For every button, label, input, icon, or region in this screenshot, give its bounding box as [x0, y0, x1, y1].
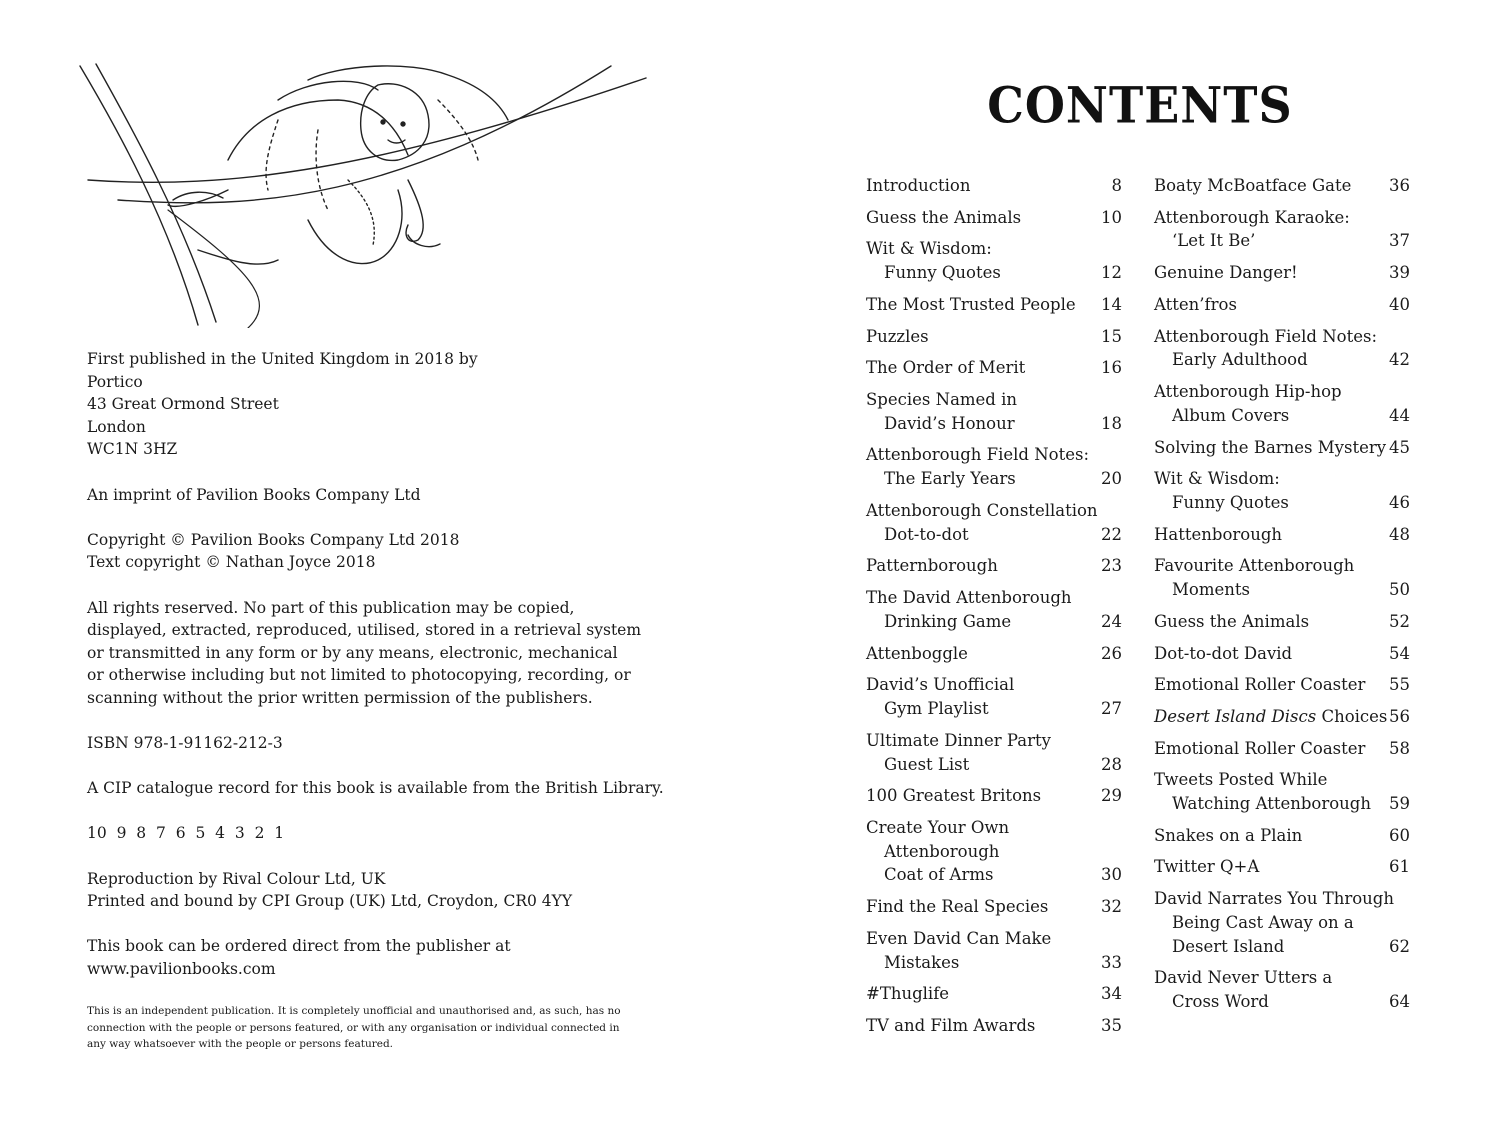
toc-entry-title: Atten’fros — [1154, 294, 1237, 314]
toc-entry-title: Genuine Danger! — [1154, 263, 1298, 283]
toc-entry-title: Dot-to-dot — [884, 524, 969, 544]
toc-entry[interactable] — [1154, 174, 1410, 198]
toc-page-number: 23 — [1101, 556, 1122, 576]
toc-entry-title: Cross Word — [1172, 992, 1269, 1012]
toc-page-number: 30 — [1101, 865, 1122, 885]
toc-page-number: 55 — [1389, 675, 1410, 695]
toc-entry-title: Patternborough — [866, 556, 998, 576]
toc-page-number: 20 — [1101, 469, 1122, 489]
toc-entry-title-italic: Desert Island Discs — [1154, 706, 1317, 726]
toc-entry-title: Emotional Roller Coaster — [1154, 675, 1366, 695]
toc-entry-title: TV and Film Awards — [866, 1016, 1036, 1036]
toc-page-number: 42 — [1389, 350, 1410, 370]
toc-page-number: 12 — [1101, 263, 1122, 283]
toc-page-number: 8 — [1111, 176, 1122, 195]
toc-entry[interactable] — [1154, 966, 1410, 1014]
toc-entry-title: Find the Real Species — [866, 897, 1049, 917]
toc-entry-title: Wit & Wisdom: — [866, 239, 992, 259]
imprint-page-text — [87, 348, 707, 1053]
imprint-line: An imprint of Pavilion Books Company Ltd — [87, 485, 421, 504]
toc-page-number: 36 — [1389, 176, 1410, 195]
toc-page-number: 14 — [1101, 294, 1122, 314]
toc-entry[interactable] — [1154, 467, 1410, 515]
toc-entry[interactable] — [1154, 855, 1410, 879]
toc-entry-title: Tweets Posted While — [1154, 770, 1328, 790]
toc-entry-title: Twitter Q+A — [1154, 857, 1260, 877]
toc-entry-title: Hattenborough — [1154, 524, 1283, 544]
toc-entry-title: Species Named in — [866, 389, 1018, 409]
toc-entry[interactable] — [1154, 325, 1410, 373]
toc-entry-title: David Never Utters a — [1154, 968, 1333, 988]
toc-entry-title — [1154, 705, 1410, 729]
toc-column-1 — [866, 174, 1122, 1046]
toc-entry-title: Guess the Animals — [866, 207, 1022, 227]
toc-page-number: 54 — [1389, 643, 1410, 663]
toc-page-number: 15 — [1101, 326, 1122, 346]
toc-entry-title-rest: Choices — [1316, 706, 1388, 726]
toc-entry[interactable] — [866, 443, 1122, 491]
toc-entry-title: Moments — [1172, 580, 1250, 600]
toc-page-number: 45 — [1389, 437, 1410, 457]
toc-entry-title: Album Covers — [1172, 405, 1290, 425]
toc-entry-title: Guest List — [884, 754, 970, 774]
toc-entry[interactable] — [1154, 824, 1410, 848]
toc-entry-title: Snakes on a Plain — [1154, 825, 1303, 845]
toc-page-number: 35 — [1101, 1016, 1122, 1036]
toc-entry[interactable] — [1154, 293, 1410, 317]
toc-entry[interactable] — [866, 816, 1122, 887]
toc-entry-title: Desert Island — [1172, 936, 1285, 956]
toc-page-number: 56 — [1389, 706, 1410, 726]
toc-entry-title: Wit & Wisdom: — [1154, 469, 1280, 489]
toc-entry[interactable] — [1154, 436, 1410, 460]
toc-column-2 — [1154, 174, 1410, 1022]
toc-page-number: 40 — [1389, 294, 1410, 314]
toc-entry[interactable] — [1154, 206, 1410, 254]
toc-entry[interactable] — [866, 1014, 1122, 1038]
toc-entry-title: The Early Years — [884, 469, 1016, 489]
toc-entry[interactable] — [866, 356, 1122, 380]
isbn: ISBN 978-1-91162-212-3 — [87, 734, 283, 753]
toc-entry[interactable] — [866, 927, 1122, 975]
cip-record: A CIP catalogue record for this book is available from the British Library. — [87, 779, 664, 798]
printer-credits: Reproduction by Rival Colour Ltd, UK Printed and bound by CPI Group (UK) Ltd, Croydon, CR0 4YY — [87, 869, 573, 911]
toc-page-number: 18 — [1101, 413, 1122, 433]
toc-page-number: 62 — [1389, 936, 1410, 956]
toc-entry[interactable] — [866, 673, 1122, 721]
toc-entry-title: Even David Can Make — [866, 928, 1052, 948]
toc-page-number: 29 — [1101, 786, 1122, 806]
toc-page-number: 61 — [1389, 857, 1410, 877]
toc-page-number: 44 — [1389, 405, 1410, 425]
publisher-address: First published in the United Kingdom in 2018 by Portico 43 Great Ormond Street London WC1N 3HZ — [87, 350, 478, 459]
toc-entry[interactable] — [1154, 554, 1410, 602]
orangutan-illustration — [78, 60, 648, 328]
toc-page-number: 46 — [1389, 493, 1410, 512]
toc-entry[interactable] — [1154, 705, 1410, 729]
toc-entry-title: Attenboggle — [866, 643, 968, 663]
toc-entry-title: Funny Quotes — [1172, 493, 1289, 512]
toc-entry-title: Watching Attenborough — [1172, 794, 1371, 814]
toc-page-number: 24 — [1101, 611, 1122, 631]
toc-page-number: 32 — [1101, 897, 1122, 917]
toc-entry-title: David’s Unofficial — [866, 675, 1015, 695]
copyright-notice: Copyright © Pavilion Books Company Ltd 2018 Text copyright © Nathan Joyce 2018 — [87, 530, 460, 572]
toc-entry[interactable] — [1154, 610, 1410, 634]
toc-page-number: 34 — [1101, 984, 1122, 1004]
toc-entry-title: Ultimate Dinner Party — [866, 730, 1051, 750]
toc-entry[interactable] — [866, 642, 1122, 666]
toc-entry-title: The Order of Merit — [866, 358, 1026, 378]
toc-entry-title: Boaty McBoatface Gate — [1154, 176, 1352, 195]
toc-entry-title: Guess the Animals — [1154, 611, 1310, 631]
toc-page-number: 58 — [1389, 738, 1410, 758]
toc-entry[interactable] — [1154, 261, 1410, 285]
toc-entry-title: Emotional Roller Coaster — [1154, 738, 1366, 758]
toc-entry[interactable] — [866, 325, 1122, 349]
toc-entry-title: Attenborough — [884, 841, 1000, 861]
toc-entry-title: The David Attenborough — [866, 588, 1072, 608]
contents-title: CONTENTS — [987, 75, 1293, 135]
toc-page-number: 39 — [1389, 263, 1410, 283]
toc-page-number: 48 — [1389, 524, 1410, 544]
toc-page-number: 27 — [1101, 699, 1122, 719]
toc-entry[interactable] — [866, 982, 1122, 1006]
toc-page-number: 28 — [1101, 754, 1122, 774]
toc-entry-title: 100 Greatest Britons — [866, 786, 1042, 806]
toc-entry[interactable] — [866, 729, 1122, 777]
right-page — [750, 0, 1500, 1134]
toc-entry[interactable] — [866, 388, 1122, 436]
toc-entry[interactable] — [1154, 737, 1410, 761]
publisher-website-link[interactable]: www.pavilionbooks.com — [87, 960, 276, 979]
toc-entry[interactable] — [866, 293, 1122, 317]
toc-page-number: 26 — [1101, 643, 1122, 663]
toc-entry-title: Dot-to-dot David — [1154, 643, 1293, 663]
toc-page-number: 37 — [1389, 231, 1410, 251]
toc-entry-title: David’s Honour — [884, 413, 1015, 433]
printing-line: 10 9 8 7 6 5 4 3 2 1 — [87, 824, 285, 843]
toc-entry[interactable] — [866, 784, 1122, 808]
toc-entry[interactable] — [866, 586, 1122, 634]
toc-entry[interactable] — [1154, 673, 1410, 697]
toc-entry-title: Being Cast Away on a — [1172, 912, 1354, 932]
toc-entry[interactable] — [866, 174, 1122, 198]
toc-entry[interactable] — [1154, 768, 1410, 816]
toc-entry-title: Attenborough Constellation — [866, 500, 1098, 520]
toc-entry-title: Introduction — [866, 176, 971, 195]
toc-entry-title: Puzzles — [866, 326, 929, 346]
toc-entry[interactable] — [1154, 887, 1410, 958]
toc-entry[interactable] — [866, 237, 1122, 285]
toc-page-number: 60 — [1389, 825, 1410, 845]
toc-entry-title: Gym Playlist — [884, 699, 989, 719]
toc-entry-title: David Narrates You Through — [1154, 889, 1394, 909]
toc-entry[interactable] — [866, 499, 1122, 547]
toc-entry[interactable] — [866, 206, 1122, 230]
toc-entry[interactable] — [1154, 523, 1410, 547]
toc-entry-title: Attenborough Field Notes: — [1154, 326, 1378, 346]
toc-page-number: 59 — [1389, 794, 1410, 814]
toc-entry[interactable] — [1154, 642, 1410, 666]
toc-entry-title: ‘Let It Be’ — [1172, 231, 1256, 251]
toc-entry[interactable] — [1154, 380, 1410, 428]
toc-entry-title: Early Adulthood — [1172, 350, 1308, 370]
toc-page-number: 50 — [1389, 580, 1410, 600]
toc-page-number: 33 — [1101, 952, 1122, 972]
toc-page-number: 16 — [1101, 358, 1122, 378]
toc-entry-title: Attenborough Field Notes: — [866, 445, 1090, 465]
toc-entry-title: The Most Trusted People — [866, 294, 1076, 314]
toc-entry[interactable] — [866, 554, 1122, 578]
rights-statement: All rights reserved. No part of this publication may be copied, displayed, extracted, reproduced, utilised, stored in a retrieval system or transmitted in any form or by any means, electronic, mechanical or otherwise including but not limited to photocopying, recording, or scanning without the prior written permission of the publishers. — [87, 598, 642, 707]
ordering-info: This book can be ordered direct from the publisher at www.pavilionbooks.com — [87, 935, 707, 980]
toc-entry-title: #Thuglife — [866, 984, 950, 1004]
toc-page-number: 52 — [1389, 611, 1410, 631]
toc-entry-title: Favourite Attenborough — [1154, 556, 1355, 576]
toc-page-number: 10 — [1101, 207, 1122, 227]
toc-entry-title: Attenborough Hip-hop — [1154, 382, 1342, 402]
toc-entry[interactable] — [866, 895, 1122, 919]
toc-entry-title: Drinking Game — [884, 611, 1012, 631]
toc-entry-title: Funny Quotes — [884, 263, 1001, 283]
toc-page-number: 22 — [1101, 524, 1122, 544]
toc-page-number: 64 — [1389, 992, 1410, 1012]
toc-entry-title: Solving the Barnes Mystery — [1154, 437, 1387, 457]
disclaimer: This is an independent publication. It is completely unofficial and unauthorised and, as such, has no connection with the people or persons featured, or with any organisation or individual connected in any way whatsoever with the people or persons featured. — [87, 1005, 621, 1051]
toc-entry-title: Coat of Arms — [884, 865, 994, 885]
toc-entry-title: Mistakes — [884, 952, 960, 972]
toc-entry-title: Attenborough Karaoke: — [1154, 207, 1350, 227]
toc-entry-title: Create Your Own — [866, 817, 1010, 837]
